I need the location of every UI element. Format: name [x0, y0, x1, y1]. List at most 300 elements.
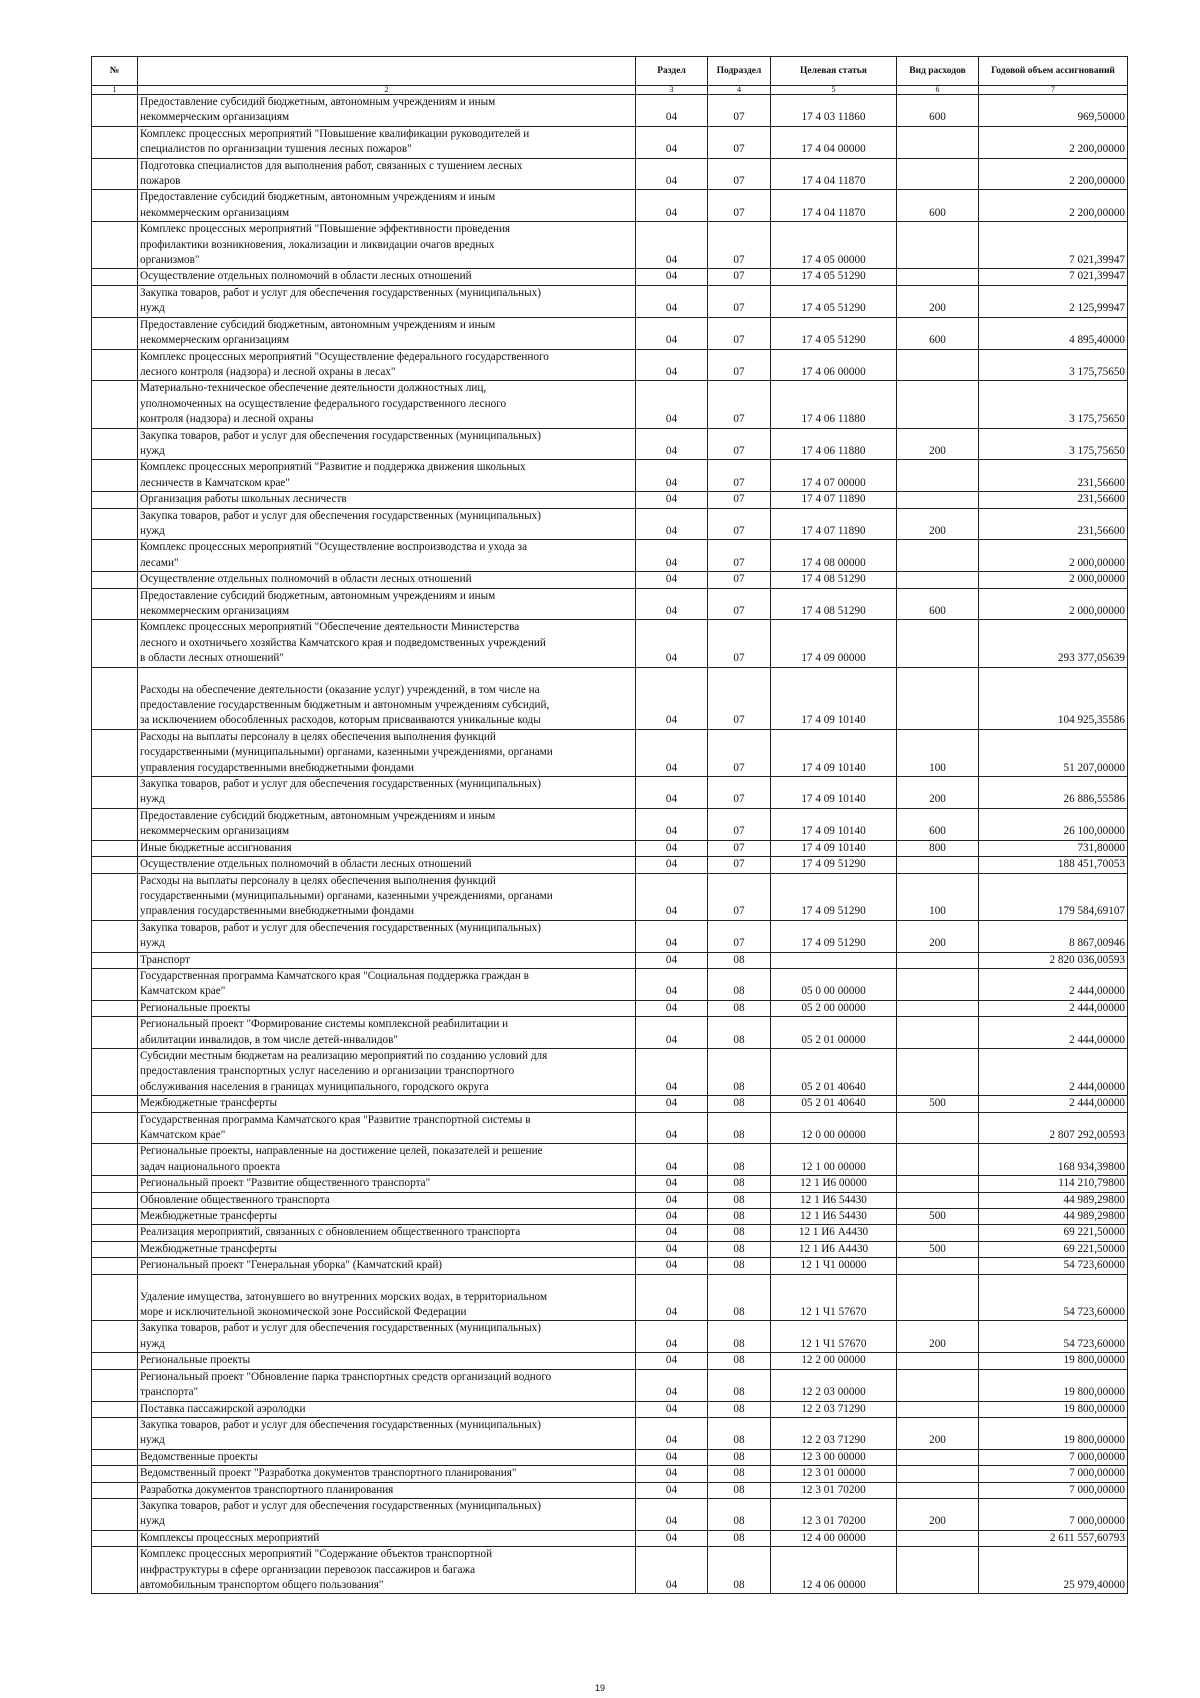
table-row — [92, 285, 1128, 317]
target-article-cell — [771, 952, 897, 968]
row-name-line: нужд — [140, 302, 165, 315]
expense-type-cell — [897, 126, 979, 158]
row-name-line: некоммерческим организациям — [140, 605, 290, 617]
row-name-cell — [138, 428, 636, 460]
expense-type-cell — [897, 1048, 979, 1095]
annual-amount-cell: 2 200,00000 — [979, 126, 1128, 158]
row-number-cell — [92, 349, 138, 381]
podrazdel-cell: 07 — [708, 349, 771, 381]
annual-amount-cell: 54 723,60000 — [979, 1274, 1128, 1321]
row-name-cell — [138, 729, 636, 776]
row-name-line: нужд — [140, 524, 165, 537]
row-name-cell — [138, 1258, 636, 1274]
row-number-cell — [92, 920, 138, 952]
podrazdel-cell: 08 — [708, 952, 771, 968]
expense-type-cell: 500 — [897, 1096, 979, 1112]
row-name-cell — [138, 317, 636, 349]
podrazdel-cell: 08 — [708, 1321, 771, 1353]
target-article-cell: 17 4 05 51290 — [771, 269, 897, 285]
target-article-cell: 12 3 00 00000 — [771, 1449, 897, 1465]
razdel-cell: 04 — [636, 620, 708, 667]
razdel-cell: 04 — [636, 1000, 708, 1016]
table-row — [92, 460, 1128, 492]
row-number-cell — [92, 222, 138, 269]
target-article-cell: 12 4 00 00000 — [771, 1530, 897, 1546]
razdel-cell: 04 — [636, 840, 708, 856]
row-number-cell — [92, 1401, 138, 1417]
row-number-cell — [92, 1176, 138, 1192]
row-name-line: некоммерческим организациям — [140, 206, 290, 219]
expense-type-cell — [897, 492, 979, 508]
podrazdel-cell: 07 — [708, 620, 771, 667]
annual-amount-cell: 2 000,00000 — [979, 588, 1128, 620]
row-number-cell — [92, 1482, 138, 1498]
table-row — [92, 572, 1128, 588]
expense-type-cell: 600 — [897, 808, 979, 840]
annual-amount-cell: 2 444,00000 — [979, 1017, 1128, 1049]
razdel-cell: 04 — [636, 1401, 708, 1417]
row-name-line: Региональные проекты — [140, 1001, 251, 1014]
annual-amount-cell: 2 125,99947 — [979, 285, 1128, 317]
annual-amount-cell: 7 000,00000 — [979, 1449, 1128, 1465]
row-name-line: Закупка товаров, работ и услуг для обеспечения государственных (муниципальных) — [140, 286, 541, 299]
table-row — [92, 95, 1128, 127]
row-name-line: Комплекс процессных мероприятий "Осуществление воспроизводства и ухода за — [140, 541, 528, 554]
annual-amount-cell: 3 175,75650 — [979, 428, 1128, 460]
row-name-line: Ведомственный проект "Разработка документов транспортного планирования" — [140, 1467, 517, 1480]
table-row — [92, 428, 1128, 460]
row-name-line: Региональный проект "Формирование системы комплексной реабилитации и — [140, 1018, 509, 1031]
page-number: 19 — [594, 1683, 605, 1693]
row-number-cell — [92, 729, 138, 776]
razdel-cell: 04 — [636, 1466, 708, 1482]
table-row — [92, 968, 1128, 1000]
razdel-cell: 04 — [636, 492, 708, 508]
row-name-line: Обновление общественного транспорта — [140, 1193, 330, 1206]
row-name-cell — [138, 667, 636, 729]
expense-type-cell — [897, 1225, 979, 1241]
target-article-cell: 12 1 И6 54430 — [771, 1209, 897, 1225]
target-article-cell: 17 4 08 51290 — [771, 588, 897, 620]
expense-type-cell — [897, 349, 979, 381]
row-number-cell — [92, 968, 138, 1000]
annual-amount-cell: 54 723,60000 — [979, 1258, 1128, 1274]
row-number-cell — [92, 1258, 138, 1274]
row-name-line: Расходы на обеспечение деятельности (оказание услуг) учреждений, в том числе на — [140, 683, 540, 696]
row-name-line: предоставление государственным бюджетным и автономным учреждениям субсидий, — [140, 699, 550, 712]
row-name-line: Разработка документов транспортного планирования — [140, 1483, 394, 1496]
table-row — [92, 540, 1128, 572]
podrazdel-cell: 08 — [708, 1482, 771, 1498]
expense-type-cell — [897, 1112, 979, 1144]
target-article-cell: 17 4 04 11870 — [771, 158, 897, 190]
razdel-cell: 04 — [636, 428, 708, 460]
annual-amount-cell: 2 611 557,60793 — [979, 1530, 1128, 1546]
row-number-cell — [92, 508, 138, 540]
row-name-cell — [138, 95, 636, 127]
target-article-cell: 17 4 09 51290 — [771, 857, 897, 873]
row-number-cell — [92, 428, 138, 460]
row-number-cell — [92, 873, 138, 920]
column-number: 6 — [897, 86, 979, 95]
annual-amount-cell: 3 175,75650 — [979, 381, 1128, 428]
row-name-cell — [138, 1144, 636, 1176]
row-number-cell — [92, 572, 138, 588]
row-number-cell — [92, 1192, 138, 1208]
table-row — [92, 1498, 1128, 1530]
row-name-cell — [138, 158, 636, 190]
razdel-cell: 04 — [636, 190, 708, 222]
podrazdel-cell: 07 — [708, 190, 771, 222]
row-name-cell — [138, 588, 636, 620]
annual-amount-cell: 2 200,00000 — [979, 190, 1128, 222]
podrazdel-cell: 08 — [708, 1048, 771, 1095]
annual-amount-cell: 969,50000 — [979, 95, 1128, 127]
row-name-line: Региональный проект "Генеральная уборка" (Камчатский край) — [140, 1259, 443, 1272]
target-article-cell: 12 3 01 00000 — [771, 1466, 897, 1482]
row-name-cell — [138, 1000, 636, 1016]
target-article-cell: 17 4 05 51290 — [771, 317, 897, 349]
target-article-cell: 12 4 06 00000 — [771, 1547, 897, 1594]
expense-type-cell: 600 — [897, 95, 979, 127]
razdel-cell: 04 — [636, 1449, 708, 1465]
row-number-cell — [92, 1321, 138, 1353]
annual-amount-cell: 2 000,00000 — [979, 540, 1128, 572]
table-row — [92, 1096, 1128, 1112]
row-number-cell — [92, 777, 138, 809]
row-number-cell — [92, 460, 138, 492]
target-article-cell: 17 4 08 00000 — [771, 540, 897, 572]
annual-amount-cell: 7 021,39947 — [979, 269, 1128, 285]
row-name-cell — [138, 1530, 636, 1546]
row-name-line: Комплекс процессных мероприятий "Осуществление федерального государственного — [140, 350, 549, 363]
row-name-line: государственными (муниципальными) органами, казенными учреждениями, органами — [140, 889, 553, 902]
podrazdel-cell: 08 — [708, 1144, 771, 1176]
expense-type-cell — [897, 460, 979, 492]
target-article-cell: 12 1 Ч1 57670 — [771, 1274, 897, 1321]
annual-amount-cell: 7 000,00000 — [979, 1498, 1128, 1530]
row-name-cell — [138, 1225, 636, 1241]
row-number-cell — [92, 492, 138, 508]
row-name-cell — [138, 1498, 636, 1530]
razdel-cell: 04 — [636, 1192, 708, 1208]
podrazdel-cell: 08 — [708, 1096, 771, 1112]
expense-type-cell: 500 — [897, 1241, 979, 1257]
podrazdel-cell: 08 — [708, 1192, 771, 1208]
razdel-cell: 04 — [636, 1482, 708, 1498]
annual-amount-cell: 114 210,79800 — [979, 1176, 1128, 1192]
row-name-cell — [138, 1401, 636, 1417]
table-row — [92, 1192, 1128, 1208]
row-name-line: Предоставление субсидий бюджетным, автономным учреждениям и иным — [140, 318, 496, 331]
target-article-cell: 05 2 01 00000 — [771, 1017, 897, 1049]
annual-amount-cell: 26 886,55586 — [979, 777, 1128, 809]
table-row — [92, 1482, 1128, 1498]
table-row — [92, 1241, 1128, 1257]
podrazdel-cell: 07 — [708, 428, 771, 460]
table-row — [92, 381, 1128, 428]
podrazdel-cell: 07 — [708, 873, 771, 920]
row-name-cell — [138, 126, 636, 158]
target-article-cell: 17 4 09 10140 — [771, 808, 897, 840]
target-article-cell: 17 4 07 11890 — [771, 492, 897, 508]
row-name-line: Комплекс процессных мероприятий "Развитие и поддержка движения школьных — [140, 461, 526, 474]
row-name-line: Закупка товаров, работ и услуг для обеспечения государственных (муниципальных) — [140, 921, 541, 934]
podrazdel-cell: 08 — [708, 1258, 771, 1274]
expense-type-cell — [897, 952, 979, 968]
row-name-line: Комплекс процессных мероприятий "Повышение квалификации руководителей и — [140, 127, 530, 140]
row-name-line: нужд — [140, 444, 165, 457]
row-name-line: государственными (муниципальными) органами, казенными учреждениями, органами — [140, 746, 553, 759]
podrazdel-cell: 07 — [708, 126, 771, 158]
podrazdel-cell: 07 — [708, 222, 771, 269]
row-name-line: специалистов по организации тушения лесных пожаров" — [140, 143, 412, 156]
target-article-cell: 12 2 00 00000 — [771, 1353, 897, 1369]
table-row — [92, 1258, 1128, 1274]
annual-amount-cell: 3 175,75650 — [979, 349, 1128, 381]
row-number-cell — [92, 285, 138, 317]
row-name-cell — [138, 1192, 636, 1208]
row-name-cell — [138, 620, 636, 667]
row-name-cell — [138, 968, 636, 1000]
row-number-cell — [92, 1353, 138, 1369]
razdel-cell: 04 — [636, 285, 708, 317]
razdel-cell: 04 — [636, 1241, 708, 1257]
table-row — [92, 508, 1128, 540]
row-name-cell — [138, 492, 636, 508]
row-name-line: абилитации инвалидов, в том числе детей-инвалидов" — [140, 1033, 398, 1046]
row-name-line: организмов" — [140, 254, 200, 267]
table-row — [92, 1369, 1128, 1401]
row-name-line: Иные бюджетные ассигнования — [140, 841, 292, 854]
target-article-cell: 17 4 09 10140 — [771, 777, 897, 809]
row-name-line: некоммерческим организациям — [140, 825, 290, 838]
razdel-cell: 04 — [636, 1176, 708, 1192]
expense-type-cell — [897, 572, 979, 588]
table-row — [92, 1401, 1128, 1417]
column-number: 7 — [979, 86, 1128, 95]
row-name-cell — [138, 190, 636, 222]
target-article-cell: 05 2 01 40640 — [771, 1048, 897, 1095]
expense-type-cell: 200 — [897, 428, 979, 460]
row-number-cell — [92, 1274, 138, 1321]
row-name-line: предоставления транспортных услуг населению и организации транспортного — [140, 1065, 515, 1078]
target-article-cell: 17 4 09 10140 — [771, 840, 897, 856]
razdel-cell: 04 — [636, 158, 708, 190]
row-name-line: инфраструктуры в сфере организации перевозок пассажиров и багажа — [140, 1563, 476, 1576]
row-name-cell — [138, 1096, 636, 1112]
row-name-cell — [138, 1353, 636, 1369]
annual-amount-cell: 2 820 036,00593 — [979, 952, 1128, 968]
podrazdel-cell: 08 — [708, 1274, 771, 1321]
table-row — [92, 1417, 1128, 1449]
target-article-cell: 17 4 05 00000 — [771, 222, 897, 269]
expense-type-cell: 600 — [897, 588, 979, 620]
header-target-article: Целевая статья — [771, 57, 897, 86]
razdel-cell: 04 — [636, 952, 708, 968]
podrazdel-cell: 07 — [708, 95, 771, 127]
table-row — [92, 222, 1128, 269]
podrazdel-cell: 07 — [708, 540, 771, 572]
expense-type-cell: 200 — [897, 1417, 979, 1449]
table-row — [92, 1144, 1128, 1176]
razdel-cell: 04 — [636, 540, 708, 572]
row-name-line: лесного и охотничьего хозяйства Камчатского края и подведомственных учреждений — [140, 636, 546, 649]
table-row — [92, 1353, 1128, 1369]
expense-type-cell: 100 — [897, 873, 979, 920]
row-name-cell — [138, 460, 636, 492]
row-name-line: Закупка товаров, работ и услуг для обеспечения государственных (муниципальных) — [140, 429, 541, 442]
annual-amount-cell: 19 800,00000 — [979, 1369, 1128, 1401]
podrazdel-cell: 08 — [708, 1176, 771, 1192]
expense-type-cell — [897, 222, 979, 269]
table-row — [92, 1466, 1128, 1482]
table-row — [92, 1321, 1128, 1353]
target-article-cell: 17 4 07 00000 — [771, 460, 897, 492]
target-article-cell: 12 3 01 70200 — [771, 1498, 897, 1530]
podrazdel-cell: 08 — [708, 1466, 771, 1482]
razdel-cell: 04 — [636, 1530, 708, 1546]
row-name-line: Предоставление субсидий бюджетным, автономным учреждениям и иным — [140, 96, 496, 108]
row-name-line: Ведомственные проекты — [140, 1450, 258, 1463]
annual-amount-cell: 8 867,00946 — [979, 920, 1128, 952]
row-name-cell — [138, 1466, 636, 1482]
row-number-cell — [92, 1048, 138, 1095]
row-number-cell — [92, 1017, 138, 1049]
row-number-cell — [92, 1369, 138, 1401]
expense-type-cell: 800 — [897, 840, 979, 856]
row-name-line: Межбюджетные трансферты — [140, 1097, 277, 1110]
row-name-line: Поставка пассажирской аэролодки — [140, 1402, 306, 1415]
podrazdel-cell: 07 — [708, 920, 771, 952]
expense-type-cell — [897, 1274, 979, 1321]
header-name — [138, 57, 636, 86]
row-name-cell — [138, 1209, 636, 1225]
row-name-line: Камчатском крае" — [140, 1129, 226, 1141]
row-number-cell — [92, 1466, 138, 1482]
row-name-line: Закупка товаров, работ и услуг для обеспечения государственных (муниципальных) — [140, 778, 541, 791]
row-number-cell — [92, 1225, 138, 1241]
podrazdel-cell: 07 — [708, 840, 771, 856]
row-name-cell — [138, 381, 636, 428]
razdel-cell: 04 — [636, 460, 708, 492]
header-annual-amount: Годовой объем ассигнований — [979, 57, 1128, 86]
row-name-line: управления государственными внебюджетными фондами — [140, 905, 415, 918]
razdel-cell: 04 — [636, 1321, 708, 1353]
podrazdel-cell: 08 — [708, 1498, 771, 1530]
target-article-cell: 12 1 00 00000 — [771, 1144, 897, 1176]
target-article-cell: 17 4 04 11870 — [771, 190, 897, 222]
razdel-cell: 04 — [636, 920, 708, 952]
row-name-line: Комплекс процессных мероприятий "Повышение эффективности проведения — [140, 223, 511, 236]
row-name-line: Предоставление субсидий бюджетным, автономным учреждениям и иным — [140, 191, 496, 204]
header-podrazdel: Подраздел — [708, 57, 771, 86]
row-name-line: профилактики возникновения, локализации и ликвидации очагов вредных — [140, 238, 495, 251]
podrazdel-cell: 08 — [708, 1000, 771, 1016]
razdel-cell: 04 — [636, 968, 708, 1000]
row-number-cell — [92, 540, 138, 572]
target-article-cell: 12 0 00 00000 — [771, 1112, 897, 1144]
row-name-line: Государственная программа Камчатского края "Развитие транспортной системы в — [140, 1113, 531, 1126]
expense-type-cell — [897, 1547, 979, 1594]
row-number-cell — [92, 158, 138, 190]
annual-amount-cell: 2 444,00000 — [979, 968, 1128, 1000]
expense-type-cell — [897, 158, 979, 190]
razdel-cell: 04 — [636, 317, 708, 349]
expense-type-cell: 100 — [897, 729, 979, 776]
row-number-cell — [92, 317, 138, 349]
table-row — [92, 667, 1128, 729]
table-row — [92, 492, 1128, 508]
expense-type-cell — [897, 540, 979, 572]
annual-amount-cell: 293 377,05639 — [979, 620, 1128, 667]
expense-type-cell — [897, 620, 979, 667]
expense-type-cell — [897, 1144, 979, 1176]
row-name-line: Региональный проект "Развитие общественного транспорта" — [140, 1177, 431, 1190]
annual-amount-cell: 44 989,29800 — [979, 1192, 1128, 1208]
annual-amount-cell: 104 925,35586 — [979, 667, 1128, 729]
table-row — [92, 1048, 1128, 1095]
row-name-cell — [138, 1017, 636, 1049]
expense-type-cell: 200 — [897, 508, 979, 540]
row-name-line: пожаров — [140, 175, 181, 188]
header-expense-type: Вид расходов — [897, 57, 979, 86]
row-name-cell — [138, 349, 636, 381]
razdel-cell: 04 — [636, 873, 708, 920]
podrazdel-cell: 08 — [708, 1241, 771, 1257]
table-row — [92, 317, 1128, 349]
razdel-cell: 04 — [636, 1353, 708, 1369]
column-number-row — [92, 86, 1128, 95]
row-name-cell — [138, 540, 636, 572]
expense-type-cell — [897, 1176, 979, 1192]
column-number: 3 — [636, 86, 708, 95]
row-number-cell — [92, 588, 138, 620]
razdel-cell: 04 — [636, 95, 708, 127]
expense-type-cell — [897, 1530, 979, 1546]
row-number-cell — [92, 1498, 138, 1530]
razdel-cell: 04 — [636, 269, 708, 285]
row-number-cell — [92, 1417, 138, 1449]
podrazdel-cell: 07 — [708, 572, 771, 588]
table-row — [92, 729, 1128, 776]
row-name-cell — [138, 285, 636, 317]
table-row — [92, 1547, 1128, 1594]
row-name-cell — [138, 1274, 636, 1321]
row-name-cell — [138, 1241, 636, 1257]
annual-amount-cell: 168 934,39800 — [979, 1144, 1128, 1176]
row-name-line: нужд — [140, 1515, 165, 1528]
row-name-line: транспорта" — [140, 1386, 199, 1399]
razdel-cell: 04 — [636, 1144, 708, 1176]
expense-type-cell — [897, 1017, 979, 1049]
expense-type-cell — [897, 1353, 979, 1369]
target-article-cell: 12 3 01 70200 — [771, 1482, 897, 1498]
target-article-cell: 12 1 И6 54430 — [771, 1192, 897, 1208]
row-name-line: Комплексы процессных мероприятий — [140, 1531, 320, 1544]
column-number: 4 — [708, 86, 771, 95]
podrazdel-cell: 08 — [708, 1547, 771, 1594]
target-article-cell: 17 4 06 00000 — [771, 349, 897, 381]
row-name-cell — [138, 1321, 636, 1353]
annual-amount-cell: 19 800,00000 — [979, 1401, 1128, 1417]
row-name-line: Комплекс процессных мероприятий "Обеспечение деятельности Министерства — [140, 621, 520, 634]
row-name-line: Субсидии местным бюджетам на реализацию мероприятий по созданию условий для — [140, 1049, 548, 1062]
razdel-cell: 04 — [636, 1048, 708, 1095]
razdel-cell: 04 — [636, 222, 708, 269]
row-name-cell — [138, 1176, 636, 1192]
target-article-cell: 12 1 И6 А4430 — [771, 1225, 897, 1241]
